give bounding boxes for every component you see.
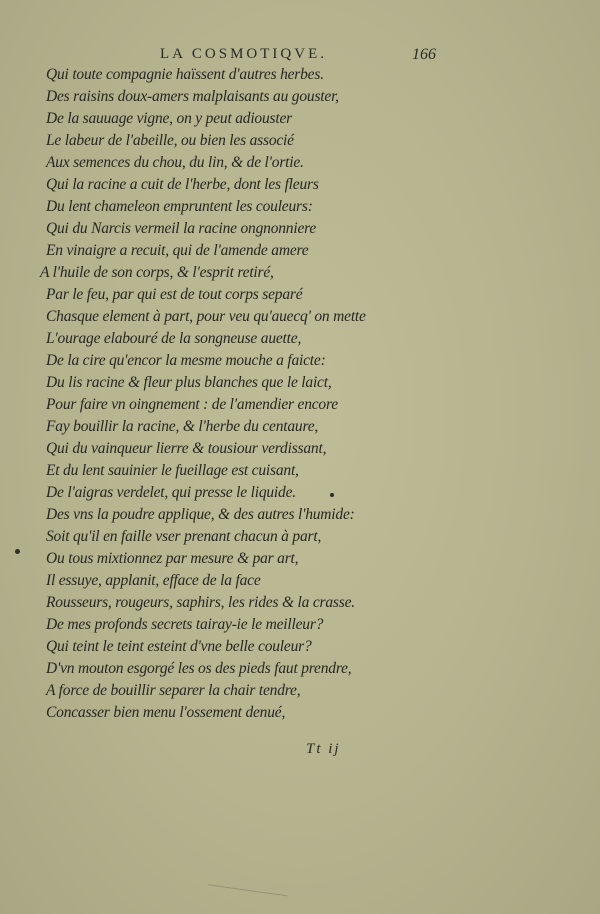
verse-line: Concasser bien menu l'ossement denué,	[46, 704, 286, 721]
verse-line: De la cire qu'encor la mesme mouche a faicte:	[46, 352, 326, 369]
verse-line: Des raisins doux-amers malplaisants au gouster,	[46, 88, 339, 105]
verse-line: A l'huile de son corps, & l'esprit retiré,	[40, 264, 274, 281]
verse-line: Du lent chameleon empruntent les couleurs:	[46, 198, 313, 215]
verse-line: En vinaigre a recuit, qui de l'amende amere	[46, 242, 309, 259]
page-number: 166	[412, 46, 436, 63]
verse-line: Par le feu, par qui est de tout corps separé	[46, 286, 303, 303]
verse-line: Et du lent sauinier le fueillage est cuisant,	[46, 462, 299, 479]
verse-line: De mes profonds secrets tairay-ie le meilleur?	[46, 616, 324, 633]
verse-line: Il essuye, applanit, efface de la face	[46, 572, 261, 589]
verse-line: De l'aigras verdelet, qui presse le liquide.	[46, 484, 296, 501]
verse-line: Pour faire vn oingnement : de l'amendier encore	[46, 396, 338, 413]
running-title: LA COSMOTIQVE.	[160, 46, 328, 62]
verse-line: Qui teint le teint esteint d'vne belle couleur?	[46, 638, 312, 655]
verse-line: L'ourage elabouré de la songneuse auette,	[46, 330, 302, 347]
signature-mark: Tt ij	[306, 741, 341, 757]
ink-speck	[15, 549, 20, 554]
verse-line: Des vns la poudre applique, & des autres l'humide:	[46, 506, 355, 523]
verse-line: De la sauuage vigne, on y peut adiouster	[46, 110, 292, 127]
verse-line: Fay bouillir la racine, & l'herbe du centaure,	[46, 418, 319, 435]
verse-line: A force de bouillir separer la chair tendre,	[46, 682, 301, 699]
verse-line: Aux semences du chou, du lin, & de l'ortie.	[46, 154, 304, 171]
verse-line: Le labeur de l'abeille, ou bien les associé	[46, 132, 294, 149]
verse-line: Qui toute compagnie haïssent d'autres herbes.	[46, 66, 324, 83]
verse-line: Soit qu'il en faille vser prenant chacun à part,	[46, 528, 322, 545]
verse-line: Qui la racine a cuit de l'herbe, dont les fleurs	[46, 176, 319, 193]
verse-line: D'vn mouton esgorgé les os des pieds faut prendre,	[46, 660, 352, 677]
verse-line: Qui du Narcis vermeil la racine ongnonniere	[46, 220, 317, 237]
verse-line: Qui du vainqueur lierre & tousiour verdissant,	[46, 440, 327, 457]
verse-line: Du lis racine & fleur plus blanches que le laict,	[46, 374, 332, 391]
verse-line: Ou tous mixtionnez par mesure & par art,	[46, 550, 299, 567]
ink-speck	[330, 493, 334, 497]
verse-line: Roussеurs, rougeurs, saphirs, les rides & la crasse.	[46, 594, 355, 611]
verse-line: Chasque element à part, pour veu qu'auecq' on mette	[46, 308, 366, 325]
